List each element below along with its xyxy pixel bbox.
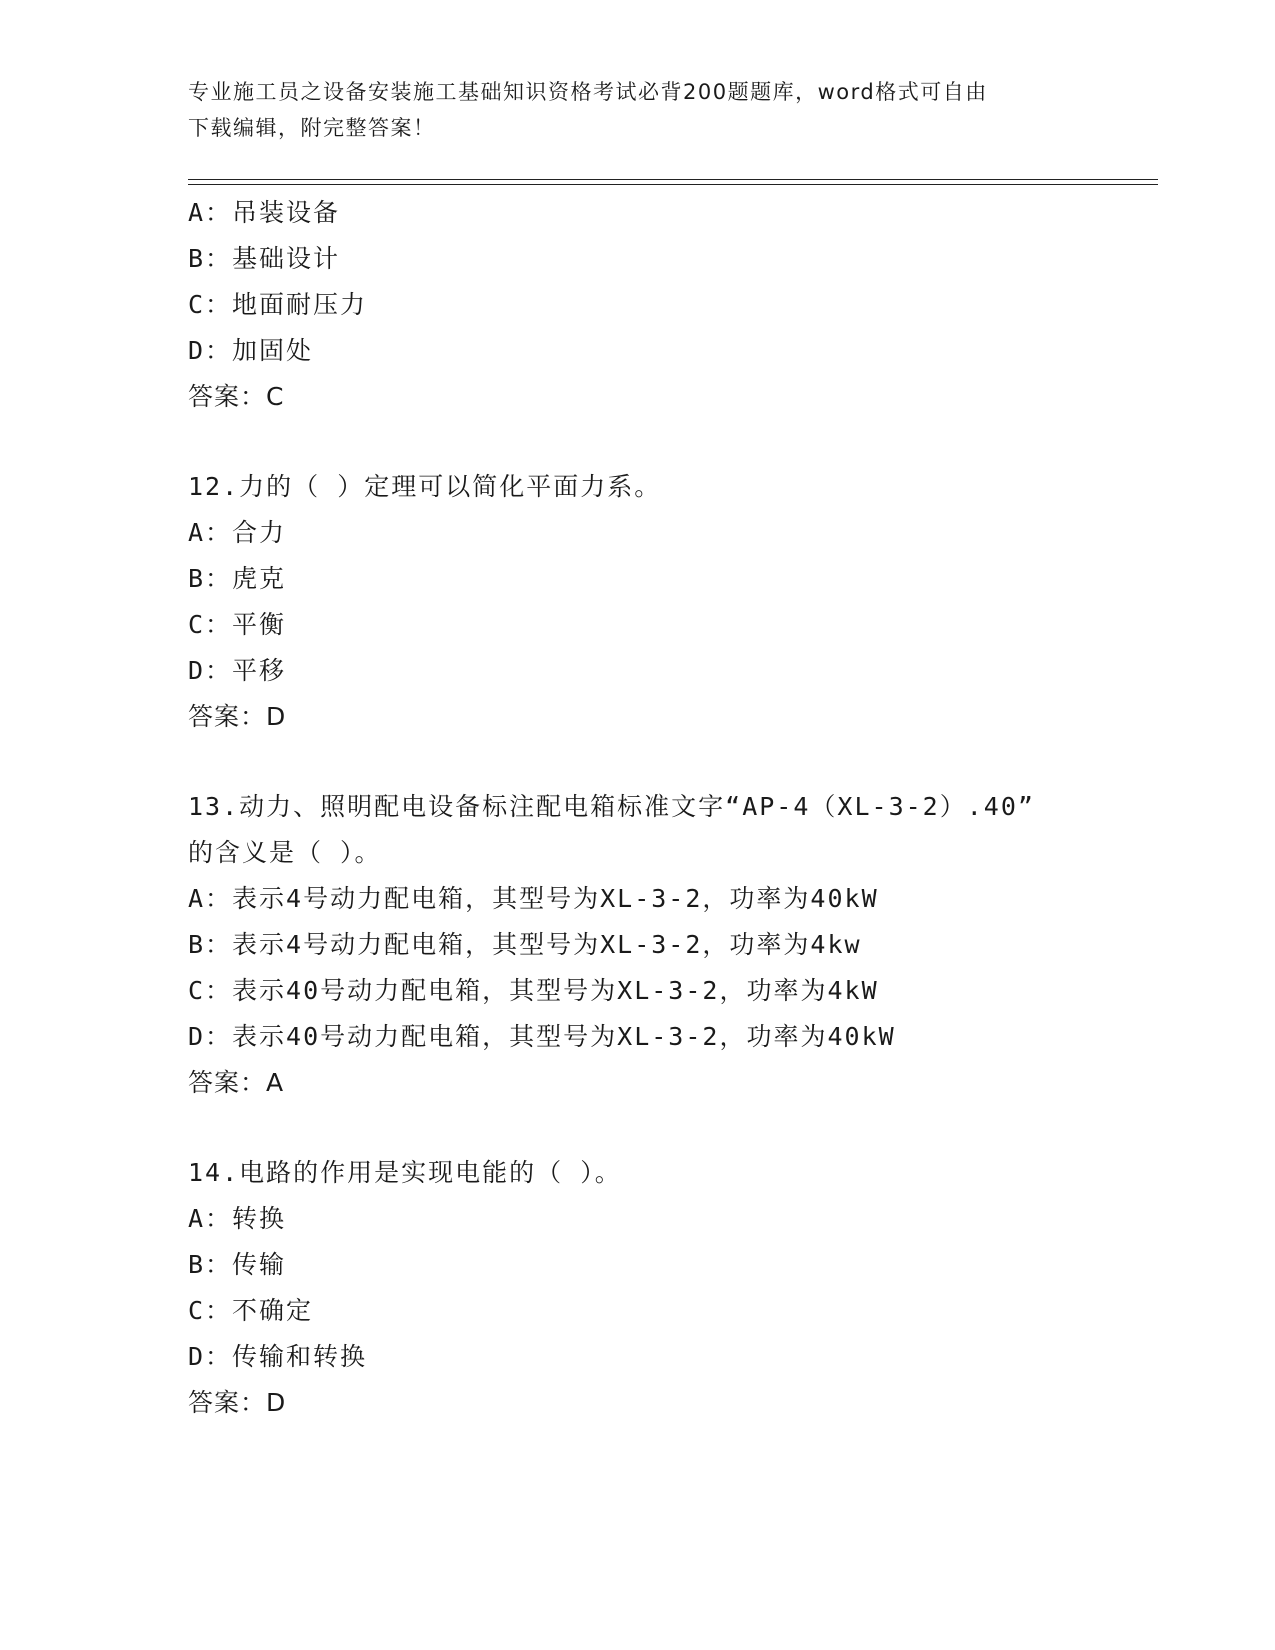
option-c: C：表示40号动力配电箱，其型号为XL-3-2，功率为4kW bbox=[188, 976, 879, 1005]
document-header bbox=[188, 74, 1088, 146]
answer: 答案：A bbox=[188, 1068, 285, 1097]
spacer bbox=[188, 740, 1148, 784]
question-text-line-1: 13.动力、照明配电设备标注配电箱标准文字“AP-4（XL-3-2）.40” bbox=[188, 792, 1035, 821]
option-d: D：传输和转换 bbox=[188, 1342, 368, 1371]
spacer bbox=[188, 1106, 1148, 1150]
header-rule-top bbox=[188, 179, 1158, 180]
option-a: A：吊装设备 bbox=[188, 198, 341, 227]
option-a: A：表示4号动力配电箱，其型号为XL-3-2，功率为40kW bbox=[188, 884, 879, 913]
option-c: C：地面耐压力 bbox=[188, 290, 368, 319]
question-13 bbox=[188, 784, 1148, 1106]
option-b: B：基础设计 bbox=[188, 244, 341, 273]
option-c: C：平衡 bbox=[188, 610, 287, 639]
option-d: D：表示40号动力配电箱，其型号为XL-3-2，功率为40kW bbox=[188, 1022, 896, 1051]
option-b: B：虎克 bbox=[188, 564, 287, 593]
question-14 bbox=[188, 1150, 1148, 1426]
question-text-line-2: 的含义是（ ）。 bbox=[188, 838, 382, 867]
question-11 bbox=[188, 190, 1148, 420]
header-rule-bottom bbox=[188, 184, 1158, 185]
option-a: A：合力 bbox=[188, 518, 287, 547]
header-line-2: 下载编辑，附完整答案！ bbox=[188, 116, 436, 140]
option-a: A：转换 bbox=[188, 1204, 287, 1233]
spacer bbox=[188, 420, 1148, 464]
question-text: 14.电路的作用是实现电能的（ ）。 bbox=[188, 1158, 622, 1187]
answer: 答案：C bbox=[188, 382, 285, 411]
option-d: D：加固处 bbox=[188, 336, 314, 365]
answer: 答案：D bbox=[188, 702, 287, 731]
header-line-1: 专业施工员之设备安装施工基础知识资格考试必背200题题库，word格式可自由 bbox=[188, 80, 988, 104]
question-text: 12.力的（ ）定理可以简化平面力系。 bbox=[188, 472, 662, 501]
option-d: D：平移 bbox=[188, 656, 287, 685]
question-list bbox=[188, 190, 1148, 1426]
option-c: C：不确定 bbox=[188, 1296, 314, 1325]
option-b: B：传输 bbox=[188, 1250, 287, 1279]
option-b: B：表示4号动力配电箱，其型号为XL-3-2，功率为4kw bbox=[188, 930, 862, 959]
answer: 答案：D bbox=[188, 1388, 287, 1417]
question-12 bbox=[188, 464, 1148, 740]
